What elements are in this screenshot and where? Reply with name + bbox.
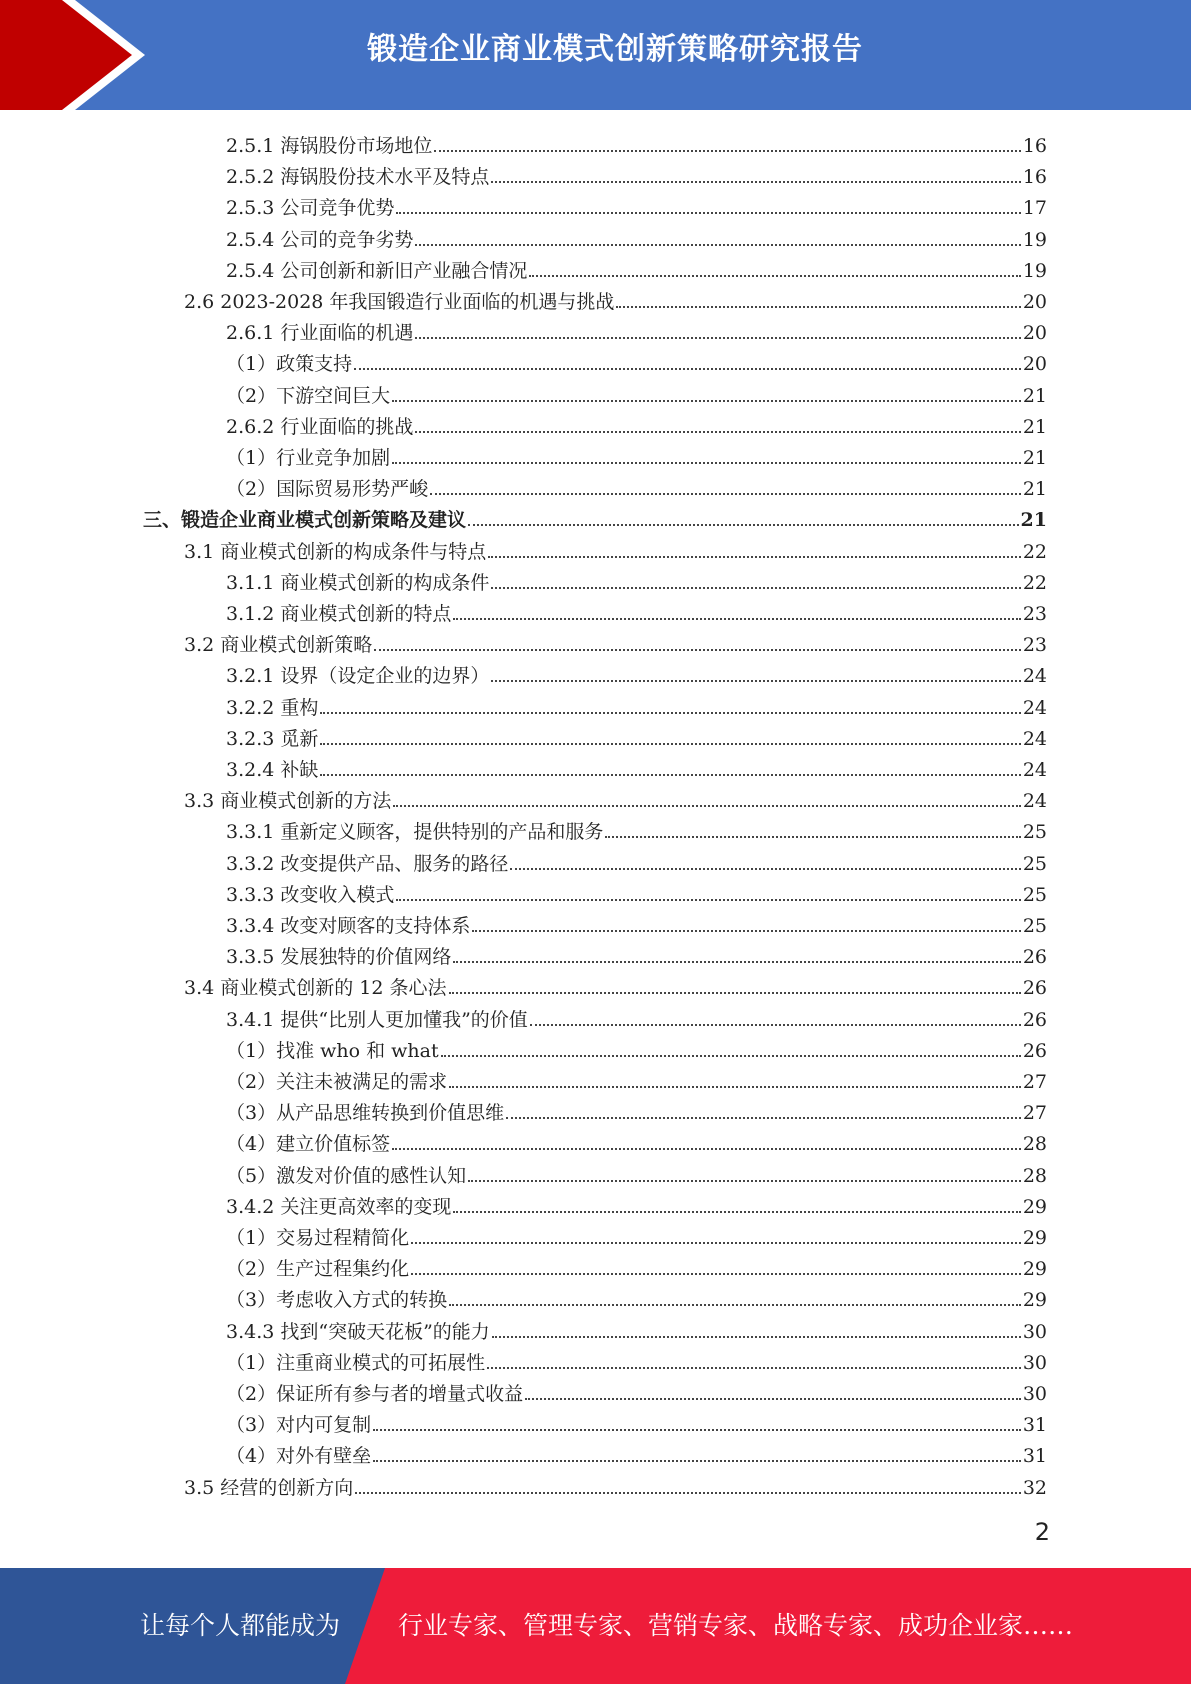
toc-entry[interactable] <box>226 876 1047 907</box>
toc-entry-page: 31 <box>1022 1414 1047 1437</box>
toc-entry-label: 3.4.3 找到“突破天花板”的能力 <box>226 1320 490 1343</box>
toc-entry-page: 21 <box>1022 447 1047 469</box>
toc-entry-label: 2.5.3 公司竞争优势 <box>226 197 395 220</box>
toc-entry-label: 2.6.2 行业面临的挑战 <box>226 415 414 438</box>
toc-dot-leader <box>449 992 1021 994</box>
toc-entry[interactable] <box>184 969 1047 1000</box>
toc-dot-leader <box>453 618 1020 620</box>
toc-entry-label: （1）注重商业模式的可拓展性 <box>226 1351 486 1374</box>
toc-entry-label: 3.2 商业模式创新策略 <box>184 634 373 657</box>
toc-entry[interactable] <box>226 470 1047 501</box>
toc-entry[interactable] <box>226 1063 1047 1094</box>
toc-entry-page: 19 <box>1022 259 1047 282</box>
toc-dot-leader <box>510 868 1020 870</box>
toc-dot-leader <box>491 181 1020 183</box>
toc-dot-leader <box>393 805 1021 807</box>
toc-dot-leader <box>355 1492 1021 1494</box>
toc-entry-label: （4）对外有壁垒 <box>226 1445 372 1468</box>
toc-entry-page: 20 <box>1022 353 1047 376</box>
toc-entry[interactable] <box>226 751 1047 782</box>
toc-entry-label: 2.5.2 海锅股份技术水平及特点 <box>226 166 490 189</box>
toc-entry-page: 17 <box>1022 197 1047 220</box>
toc-dot-leader <box>529 275 1020 277</box>
toc-entry-label: 3.3.5 发展独特的价值网络 <box>226 946 452 969</box>
toc-entry-page: 25 <box>1022 821 1047 844</box>
toc-entry[interactable] <box>226 845 1047 876</box>
toc-entry[interactable] <box>226 1219 1047 1250</box>
toc-entry-page: 16 <box>1022 135 1047 157</box>
toc-dot-leader <box>392 1148 1021 1150</box>
toc-entry-label: 三、锻造企业商业模式创新策略及建议 <box>143 509 467 532</box>
toc-entry[interactable] <box>226 907 1047 938</box>
toc-entry[interactable] <box>226 345 1047 376</box>
toc-entry[interactable] <box>226 689 1047 720</box>
toc-entry[interactable] <box>226 1157 1047 1188</box>
toc-entry-page: 24 <box>1022 759 1047 781</box>
toc-entry-label: 3.3.1 重新定义顾客，提供特别的产品和服务 <box>226 821 604 844</box>
toc-entry[interactable] <box>226 1188 1047 1219</box>
toc-entry-label: （1）交易过程精简化 <box>226 1227 410 1249</box>
toc-entry-page: 26 <box>1022 1039 1047 1062</box>
toc-entry-label: 2.6 2023-2028 年我国锻造行业面临的机遇与挑战 <box>184 291 615 313</box>
toc-entry-label: （5）激发对价值的感性认知 <box>226 1164 467 1187</box>
toc-dot-leader <box>411 1273 1021 1275</box>
toc-entry[interactable] <box>226 377 1047 408</box>
toc-entry[interactable] <box>226 252 1047 283</box>
toc-entry[interactable] <box>226 1313 1047 1344</box>
toc-dot-leader <box>492 1336 1021 1338</box>
toc-entry-page: 20 <box>1022 322 1047 345</box>
toc-entry-label: 3.3.4 改变对顾客的支持体系 <box>226 915 471 937</box>
toc-entry-label: 3.2.1 设界（设定企业的边界） <box>226 665 490 688</box>
toc-entry-page: 21 <box>1022 384 1047 407</box>
toc-entry-label: 3.1.1 商业模式创新的构成条件 <box>226 571 490 594</box>
toc-entry[interactable] <box>184 1469 1047 1500</box>
toc-entry-label: 3.5 经营的创新方向 <box>184 1476 354 1499</box>
toc-entry[interactable] <box>226 938 1047 969</box>
toc-entry[interactable] <box>226 813 1047 844</box>
toc-dot-leader <box>396 212 1020 214</box>
toc-entry[interactable] <box>226 439 1047 470</box>
toc-entry-page: 29 <box>1022 1289 1047 1312</box>
toc-entry[interactable] <box>226 564 1047 595</box>
toc-entry-label: 3.3.3 改变收入模式 <box>226 883 395 906</box>
toc-entry-page: 22 <box>1022 571 1047 594</box>
toc-entry-page: 30 <box>1022 1351 1047 1374</box>
toc-entry-page: 24 <box>1022 696 1047 719</box>
toc-entry[interactable] <box>226 127 1047 158</box>
footer-slogan-left: 让每个人都能成为 <box>140 1611 341 1640</box>
toc-entry-page: 26 <box>1022 977 1047 1000</box>
toc-entry[interactable] <box>226 1375 1047 1406</box>
toc-entry-page: 29 <box>1022 1227 1047 1249</box>
toc-dot-leader <box>373 1429 1021 1431</box>
toc-entry-label: 3.4.2 关注更高效率的变现 <box>226 1195 452 1218</box>
toc-dot-leader <box>449 1086 1021 1088</box>
toc-dot-leader <box>415 244 1020 246</box>
toc-entry-label: （3）从产品思维转换到价值思维 <box>226 1102 505 1125</box>
page-footer <box>0 1568 1191 1684</box>
toc-entry[interactable] <box>184 782 1047 813</box>
toc-entry-page: 25 <box>1022 915 1047 937</box>
toc-dot-leader <box>415 337 1020 339</box>
toc-dot-leader <box>616 306 1020 308</box>
toc-entry-label: （1）行业竞争加剧 <box>226 447 391 469</box>
toc-entry[interactable] <box>226 1125 1047 1156</box>
toc-entry-label: （4）建立价值标签 <box>226 1133 391 1156</box>
toc-dot-leader <box>373 1460 1021 1462</box>
toc-entry-page: 30 <box>1022 1383 1047 1405</box>
toc-entry[interactable] <box>184 283 1047 314</box>
toc-entry[interactable] <box>226 1001 1047 1032</box>
toc-entry-page: 28 <box>1022 1164 1047 1187</box>
toc-entry-label: 3.4 商业模式创新的 12 条心法 <box>184 977 447 1000</box>
toc-entry-page: 16 <box>1022 166 1047 189</box>
document-title: 锻造企业商业模式创新策略研究报告 <box>367 32 863 67</box>
toc-entry-label: 3.1 商业模式创新的构成条件与特点 <box>184 540 487 563</box>
toc-entry[interactable] <box>226 314 1047 345</box>
toc-entry-page: 20 <box>1022 291 1047 313</box>
toc-dot-leader <box>453 1211 1020 1213</box>
toc-entry-page: 21 <box>1020 509 1047 532</box>
toc-dot-leader <box>491 587 1020 589</box>
toc-entry-label: （2）下游空间巨大 <box>226 384 391 407</box>
toc-entry-page: 31 <box>1022 1445 1047 1468</box>
toc-entry-label: 3.3.2 改变提供产品、服务的路径 <box>226 852 509 875</box>
toc-entry-page: 21 <box>1022 478 1047 501</box>
toc-entry-page: 21 <box>1022 415 1047 438</box>
page-number: 2 <box>1034 1518 1050 1546</box>
toc-dot-leader <box>449 1304 1021 1306</box>
toc-dot-leader <box>491 680 1020 682</box>
toc-dot-leader <box>434 150 1020 152</box>
toc-entry-page: 26 <box>1022 1008 1047 1031</box>
toc-entry[interactable] <box>226 720 1047 751</box>
toc-dot-leader <box>472 930 1020 932</box>
toc-dot-leader <box>605 836 1020 838</box>
toc-entry-label: 3.1.2 商业模式创新的特点 <box>226 603 452 625</box>
toc-entry-label: （3）考虑收入方式的转换 <box>226 1289 448 1312</box>
toc-dot-leader <box>441 1055 1021 1057</box>
toc-entry[interactable] <box>226 1437 1047 1468</box>
toc-entry-page: 30 <box>1022 1320 1047 1343</box>
toc-dot-leader <box>468 1180 1021 1182</box>
toc-entry-page: 32 <box>1022 1476 1047 1499</box>
toc-dot-leader <box>487 1367 1021 1369</box>
toc-entry-page: 25 <box>1022 883 1047 906</box>
toc-entry-label: （1）政策支持 <box>226 353 353 376</box>
toc-entry-label: （3）对内可复制 <box>226 1414 372 1437</box>
toc-dot-leader <box>320 743 1020 745</box>
footer-slogan-right: 行业专家、管理专家、营销专家、战略专家、成功企业家…… <box>398 1611 1074 1640</box>
toc-dot-leader <box>415 431 1020 433</box>
toc-entry-label: （1）找准 who 和 what <box>226 1039 439 1062</box>
toc-entry-label: 3.3 商业模式创新的方法 <box>184 790 392 813</box>
toc-dot-leader <box>488 556 1021 558</box>
toc-dot-leader <box>354 368 1021 370</box>
toc-entry-label: 2.5.4 公司创新和新旧产业融合情况 <box>226 259 528 282</box>
toc-entry-label: （2）国际贸易形势严峻 <box>226 478 429 501</box>
toc-entry-page: 28 <box>1022 1133 1047 1156</box>
toc-entry-page: 26 <box>1022 946 1047 969</box>
toc-entry-page: 27 <box>1022 1102 1047 1125</box>
toc-entry-label: 3.2.4 补缺 <box>226 759 319 781</box>
toc-entry[interactable] <box>226 1344 1047 1375</box>
toc-entry-label: （2）关注未被满足的需求 <box>226 1071 448 1093</box>
toc-entry[interactable] <box>184 533 1047 564</box>
toc-entry-page: 24 <box>1022 790 1047 813</box>
page-header <box>0 0 1191 110</box>
toc-entry[interactable] <box>226 1032 1047 1063</box>
toc-entry-page: 22 <box>1022 540 1047 563</box>
toc-entry-page: 23 <box>1022 634 1047 657</box>
toc-entry[interactable] <box>143 501 1047 532</box>
toc-dot-leader <box>374 649 1021 651</box>
toc-entry-label: 2.5.1 海锅股份市场地位 <box>226 135 433 157</box>
toc-entry-label: 2.6.1 行业面临的机遇 <box>226 322 414 345</box>
toc-dot-leader <box>392 462 1021 464</box>
toc-entry-page: 27 <box>1022 1071 1047 1093</box>
toc-entry-label: （2）生产过程集约化 <box>226 1258 410 1281</box>
toc-entry[interactable] <box>226 408 1047 439</box>
toc-dot-leader <box>530 1024 1021 1026</box>
toc-entry[interactable] <box>226 1094 1047 1125</box>
toc-entry[interactable] <box>226 1250 1047 1281</box>
toc-entry-page: 23 <box>1022 603 1047 625</box>
toc-dot-leader <box>468 524 1019 526</box>
toc-entry-page: 19 <box>1022 228 1047 251</box>
toc-entry-label: （2）保证所有参与者的增量式收益 <box>226 1383 524 1405</box>
toc-entry-label: 3.4.1 提供“比别人更加懂我”的价值 <box>226 1008 528 1031</box>
toc-entry[interactable] <box>226 595 1047 626</box>
toc-dot-leader <box>453 961 1020 963</box>
toc-dot-leader <box>525 1398 1021 1400</box>
toc-entry[interactable] <box>226 158 1047 189</box>
toc-entry-label: 3.2.2 重构 <box>226 696 319 719</box>
toc-entry-page: 25 <box>1022 852 1047 875</box>
toc-entry[interactable] <box>226 1406 1047 1437</box>
toc-entry[interactable] <box>184 626 1047 657</box>
toc-dot-leader <box>430 493 1021 495</box>
toc-entry-label: 2.5.4 公司的竞争劣势 <box>226 228 414 251</box>
toc-entry-label: 3.2.3 觅新 <box>226 727 319 750</box>
toc-dot-leader <box>506 1117 1021 1119</box>
toc-dot-leader <box>320 774 1020 776</box>
toc-entry[interactable] <box>226 221 1047 252</box>
toc-dot-leader <box>392 400 1021 402</box>
toc-entry-page: 24 <box>1022 665 1047 688</box>
toc-entry-page: 29 <box>1022 1195 1047 1218</box>
toc-entry[interactable] <box>226 1281 1047 1312</box>
toc-entry-page: 29 <box>1022 1258 1047 1281</box>
toc-entry[interactable] <box>226 189 1047 220</box>
toc-dot-leader <box>320 712 1020 714</box>
toc-dot-leader <box>396 899 1020 901</box>
toc-entry[interactable] <box>226 657 1047 688</box>
toc-dot-leader <box>411 1242 1021 1244</box>
toc-entry-page: 24 <box>1022 727 1047 750</box>
